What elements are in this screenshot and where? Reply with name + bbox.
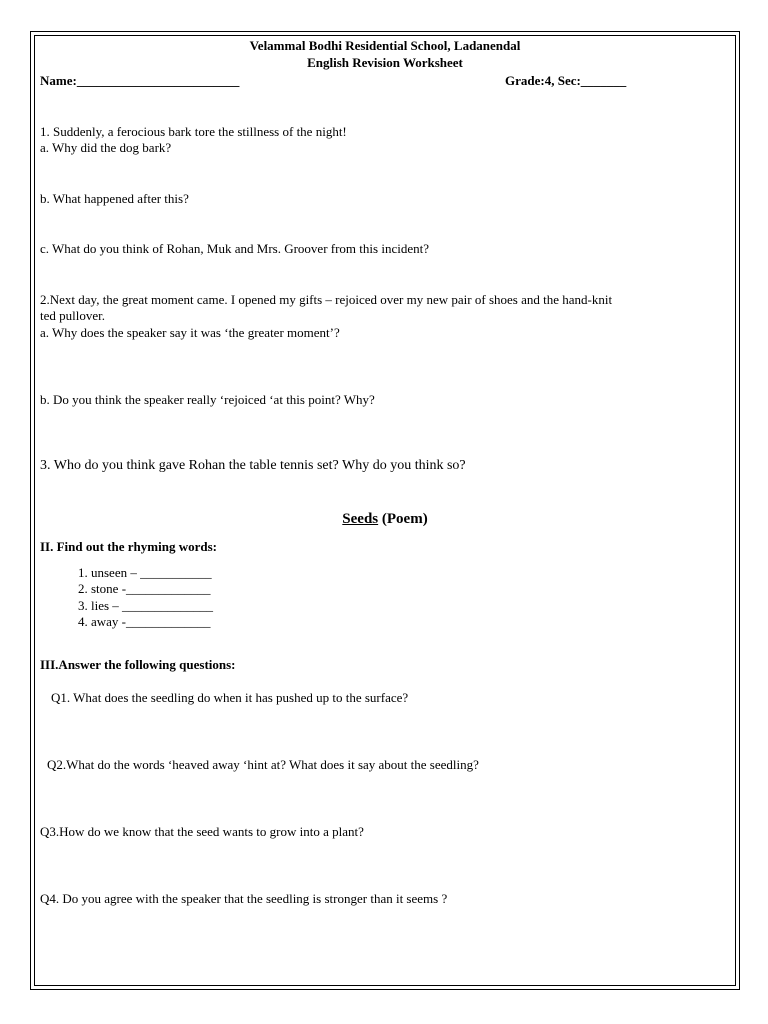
worksheet-title: English Revision Worksheet: [307, 55, 463, 70]
question-1c: c. What do you think of Rohan, Muk and Mrs. Groover from this incident?: [40, 241, 429, 256]
question-1: 1. Suddenly, a ferocious bark tore the stillness of the night!: [40, 124, 347, 139]
question-2-line1: 2.Next day, the great moment came. I opened my gifts – rejoiced over my new pair of shoes and the hand-knit: [40, 292, 613, 307]
school-name: Velammal Bodhi Residential School, Ladanendal: [249, 38, 521, 53]
questions-heading: III.Answer the following questions:: [40, 657, 236, 672]
rhyming-item: 2. stone -_____________: [78, 581, 211, 596]
poem-title: [34, 511, 736, 527]
rhyming-item: 1. unseen – ___________: [78, 565, 212, 580]
question-1b: b. What happened after this?: [40, 191, 189, 206]
poem-question-4: Q4. Do you agree with the speaker that the seedling is stronger than it seems ?: [40, 891, 448, 906]
poem-question-3: Q3.How do we know that the seed wants to grow into a plant?: [40, 824, 364, 839]
question-1a: a. Why did the dog bark?: [40, 140, 172, 155]
poem-question-2: Q2.What do the words ‘heaved away ‘hint at? What does it say about the seedling?: [47, 757, 479, 772]
name-field: Name:_________________________: [40, 73, 240, 88]
rhyming-heading: II. Find out the rhyming words:: [40, 539, 217, 554]
poem-title-suffix: (Poem): [378, 511, 428, 527]
poem-question-1: Q1. What does the seedling do when it has pushed up to the surface?: [51, 690, 409, 705]
question-3: 3. Who do you think gave Rohan the table tennis set? Why do you think so?: [40, 458, 466, 473]
rhyming-item: 4. away -_____________: [78, 614, 211, 629]
question-2b: b. Do you think the speaker really ‘rejoiced ‘at this point? Why?: [40, 392, 375, 407]
question-2a: a. Why does the speaker say it was ‘the greater moment’?: [40, 325, 340, 340]
poem-title-word: Seeds: [342, 511, 379, 527]
rhyming-item: 3. lies – ______________: [78, 598, 214, 613]
question-2-line2: ted pullover.: [40, 308, 105, 323]
grade-section-field: Grade:4, Sec:_______: [505, 73, 627, 88]
